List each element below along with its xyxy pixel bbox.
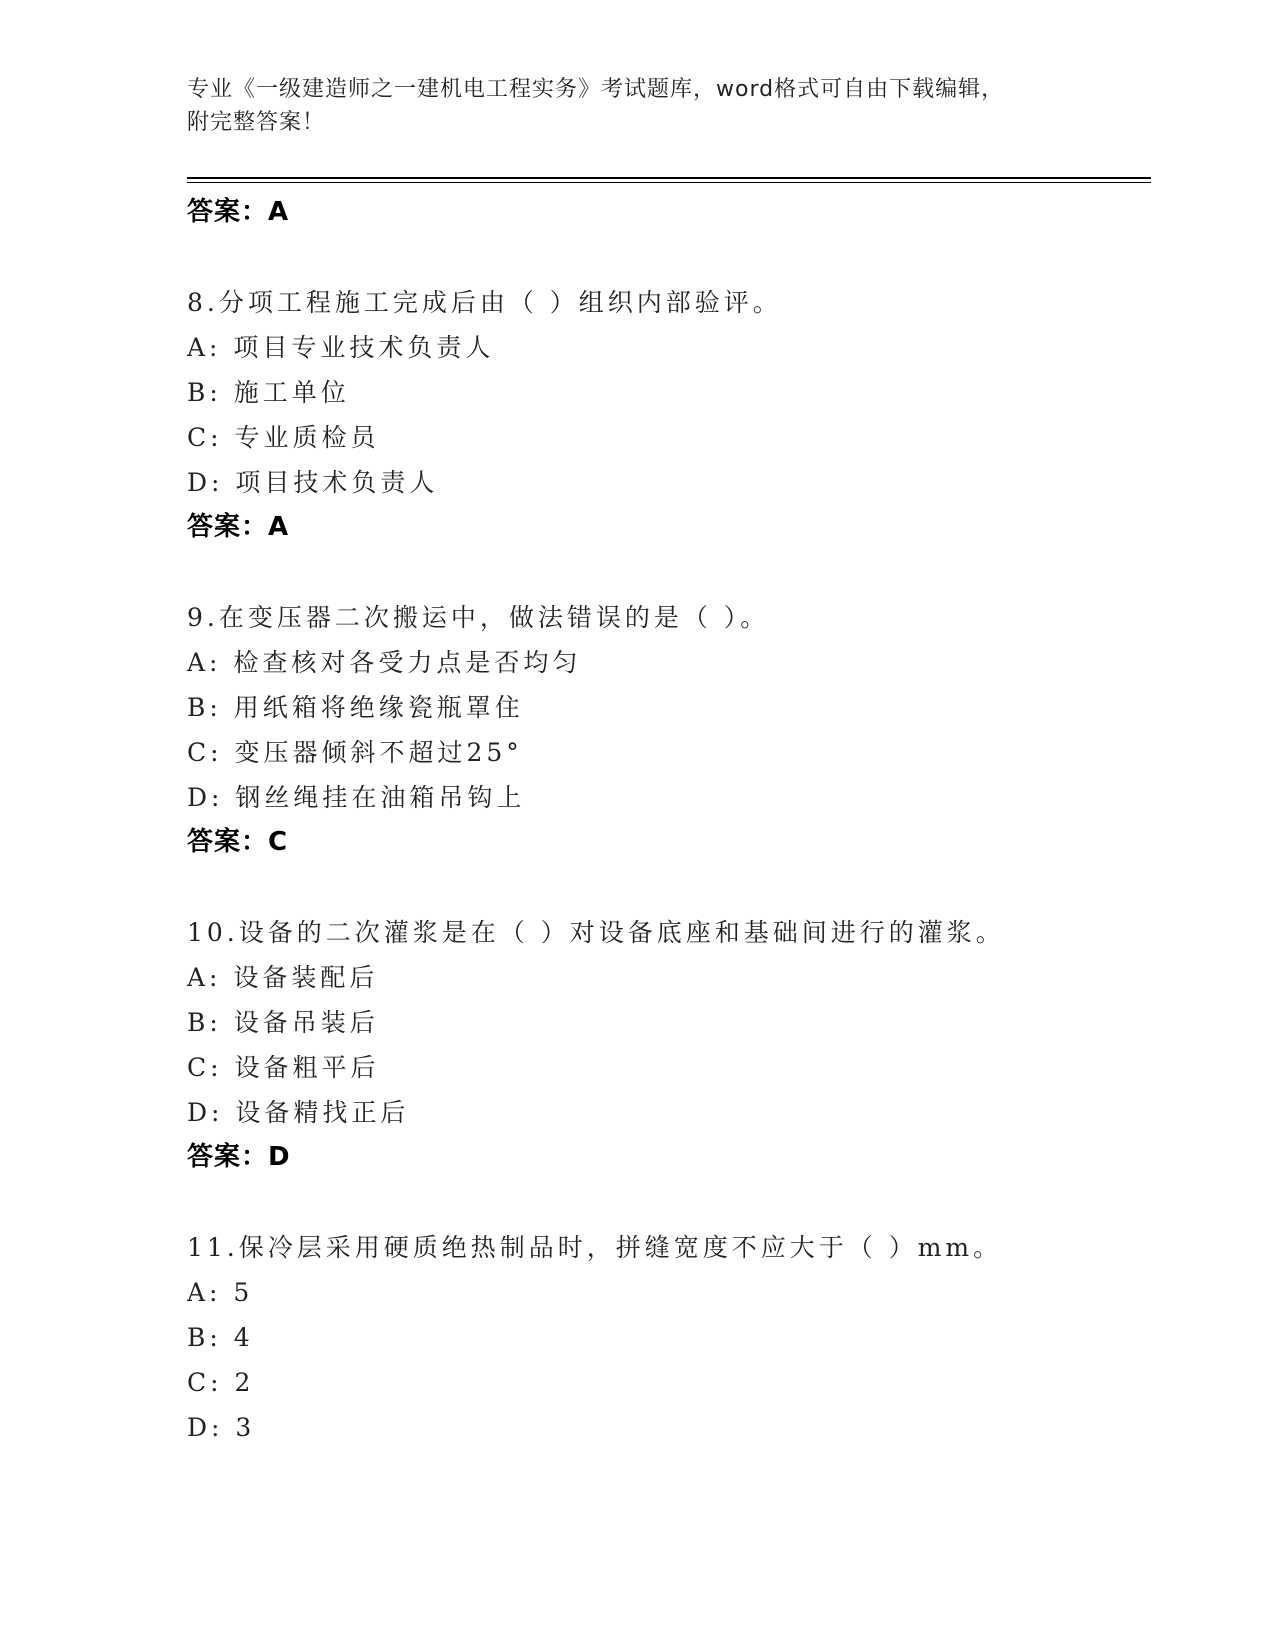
option-a: A: 项目专业技术负责人 [187,333,495,362]
question-list [187,190,1147,1450]
header-line-2: 附完整答案！ [187,110,326,135]
question-stem: 8.分项工程施工完成后由（ ）组织内部验评。 [187,288,782,317]
option-b: B: 4 [187,1323,254,1352]
option-b: B: 施工单位 [187,378,350,407]
answer-line: 答案：D [187,1142,291,1172]
option-d: D: 项目技术负责人 [187,468,439,497]
header-line-1: 专业《一级建造师之一建机电工程实务》考试题库，word格式可自由下载编辑， [187,77,1005,102]
option-b: B: 设备吊装后 [187,1008,379,1037]
question-block-8 [187,280,1147,550]
option-a: A: 检查核对各受力点是否均匀 [187,648,582,677]
option-d: D: 3 [187,1413,256,1442]
option-c: C: 变压器倾斜不超过25° [187,738,523,767]
question-stem: 10.设备的二次灌浆是在（ ）对设备底座和基础间进行的灌浆。 [187,918,1005,947]
option-a: A: 设备装配后 [187,963,379,992]
option-c: C: 设备粗平后 [187,1053,380,1082]
question-block-9 [187,595,1147,865]
question-block-10 [187,910,1147,1180]
question-block-11 [187,1225,1147,1450]
header-divider-thick [187,177,1151,179]
option-c: C: 专业质检员 [187,423,380,452]
option-a: A: 5 [187,1278,254,1307]
question-stem: 11.保冷层采用硬质绝热制品时，拼缝宽度不应大于（ ）mm。 [187,1233,1003,1262]
answer-line: 答案：A [187,512,290,542]
option-c: C: 2 [187,1368,255,1397]
answer-line: 答案：A [187,197,290,227]
header-divider-thin [187,182,1151,183]
document-header [187,73,1147,139]
option-d: D: 钢丝绳挂在油箱吊钩上 [187,783,526,812]
question-stem: 9.在变压器二次搬运中，做法错误的是（ ）。 [187,603,770,632]
option-d: D: 设备精找正后 [187,1098,410,1127]
option-b: B: 用纸箱将绝缘瓷瓶罩住 [187,693,524,722]
answer-line: 答案：C [187,827,289,857]
